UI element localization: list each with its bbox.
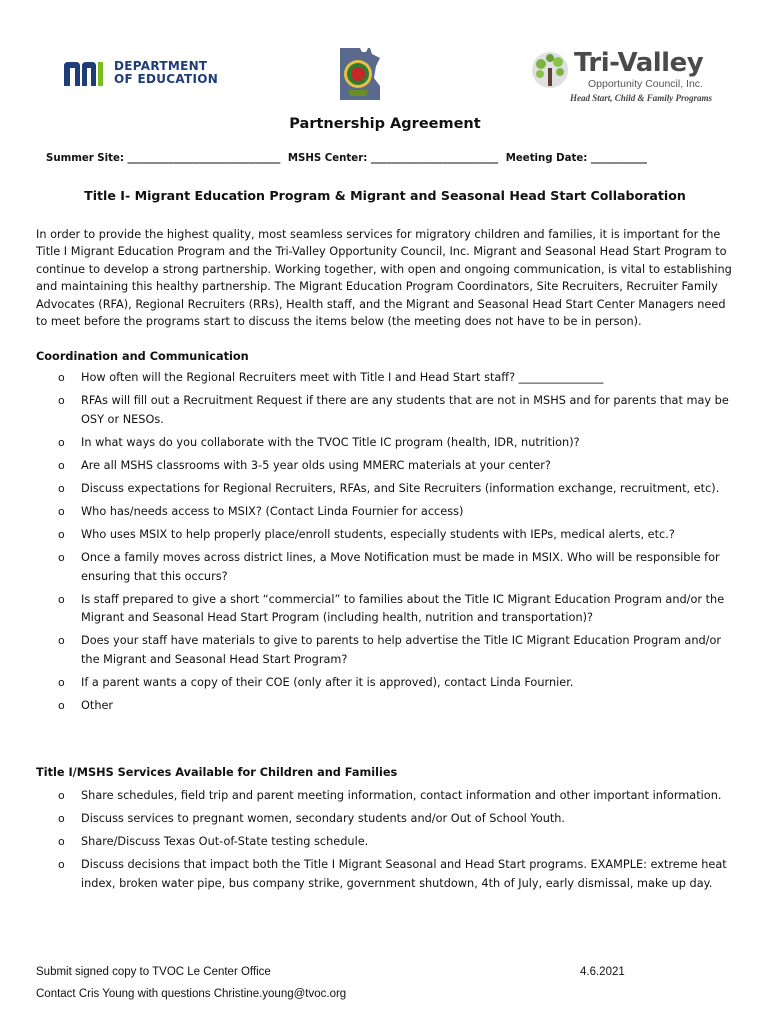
mde-logo-line1: DEPARTMENT xyxy=(114,59,208,73)
list-item-text: How often will the Regional Recruiters meet with Title I and Head Start staff? _______________ xyxy=(81,371,604,384)
list-item xyxy=(36,369,736,388)
footer-submit-note: Submit signed copy to TVOC Le Center Office xyxy=(36,966,271,978)
bullet-icon: o xyxy=(58,394,65,408)
list-item xyxy=(36,787,736,806)
list-item-text: Discuss expectations for Regional Recruiters, RFAs, and Site Recruiters (information exchange, recruitment, etc). xyxy=(81,481,720,495)
bullet-icon: o xyxy=(58,435,65,449)
section-heading-coordination: Coordination and Communication xyxy=(36,350,249,363)
list-item-text: In what ways do you collaborate with the TVOC Title IC program (health, IDR, nutrition)? xyxy=(81,435,580,449)
bullet-icon: o xyxy=(58,458,65,472)
list-item xyxy=(36,856,736,893)
minnesota-seal-icon xyxy=(336,46,382,102)
list-item xyxy=(36,457,736,476)
section-heading-services: Title I/MSHS Services Available for Children and Families xyxy=(36,766,398,779)
header-fields xyxy=(46,153,651,164)
bullet-icon: o xyxy=(58,699,65,713)
bullet-icon: o xyxy=(58,551,65,565)
tri-valley-subname: Opportunity Council, Inc. xyxy=(588,78,703,90)
bullet-icon: o xyxy=(58,371,65,384)
bullet-icon: o xyxy=(58,481,65,495)
mshs-center-field: MSHS Center: _________________________ xyxy=(287,153,499,164)
list-item xyxy=(36,632,736,669)
bullet-icon: o xyxy=(58,812,65,826)
bullet-icon: o xyxy=(58,835,65,849)
footer-date: 4.6.2021 xyxy=(580,966,625,978)
list-item xyxy=(36,503,736,522)
summer-site-field: Summer Site: ______________________________ xyxy=(46,153,281,164)
list-item xyxy=(36,591,736,628)
list-item-text: Once a family moves across district lines, a Move Notification must be made in MSIX. Who will be responsible for ensuring that this occurs? xyxy=(81,551,720,583)
list-item xyxy=(36,674,736,693)
footer-contact-note: Contact Cris Young with questions Christine.young@tvoc.org xyxy=(36,988,347,1000)
list-item-text: RFAs will fill out a Recruitment Request if there are any students that are not in MSHS and for parents that may be OSY or NESOs. xyxy=(81,394,729,426)
mde-logo xyxy=(62,58,218,88)
tri-valley-tagline: Head Start, Child & Family Programs xyxy=(570,93,713,103)
list-item xyxy=(36,549,736,586)
coordination-list xyxy=(36,369,736,720)
list-item-text: Share schedules, field trip and parent meeting information, contact information and other important information. xyxy=(81,789,722,802)
list-item-text: Discuss decisions that impact both the Title I Migrant Seasonal and Head Start programs. EXAMPLE: extreme heat index, broken water pipe, bus company strike, government shutdown, 4th of July, early dismissal, make up day. xyxy=(81,858,727,890)
meeting-date-field: Meeting Date: ___________ xyxy=(505,153,647,164)
bullet-icon: o xyxy=(58,675,65,689)
tree-icon xyxy=(530,50,572,90)
list-item-text: Is staff prepared to give a short “commercial” to families about the Title IC Migrant Education Program and/or the Migrant and Seasonal Head Start Program (including health, nutrition and transportation)? xyxy=(81,592,725,625)
document-title: Partnership Agreement xyxy=(289,116,481,132)
list-item xyxy=(36,434,736,453)
list-item-text: Does your staff have materials to give to parents to help advertise the Title IC Migrant Education Program and/or the Migrant and Seasonal Head Start Program? xyxy=(81,634,722,666)
list-item-text: Who uses MSIX to help properly place/enroll students, especially students with IEPs, medical alerts, etc.? xyxy=(81,528,675,542)
list-item-text: Are all MSHS classrooms with 3-5 year olds using MMERC materials at your center? xyxy=(81,458,551,472)
bullet-icon: o xyxy=(58,858,65,872)
bullet-icon: o xyxy=(58,528,65,542)
intro-paragraph: In order to provide the highest quality, most seamless services for migratory children and families, it is important for the Title I Migrant Education Program and the Tri-Valley Opportunity Council, Inc. Migrant and Seasonal Head Start Program to continue to develop a strong partnership. Working together, with open and ongoing communication, is vital to establishing and maintaining this healthy partnership. The Migrant Education Program Coordinators, Site Recruiters, Recruiter Family Advocates (RFA), Regional Recruiters (RRs), Health staff, and the Migrant and Seasonal Head Start Center Managers need to meet before the programs start to discuss the items below (the meeting does not have to be in person). xyxy=(36,228,732,329)
list-item-text: Other xyxy=(81,699,114,713)
list-item xyxy=(36,833,736,852)
list-item-text: Who has/needs access to MSIX? (Contact Linda Fournier for access) xyxy=(81,504,464,518)
mn-logo-icon xyxy=(62,58,110,88)
tri-valley-logo xyxy=(530,48,720,108)
list-item xyxy=(36,810,736,829)
list-item-text: Discuss services to pregnant women, secondary students and/or Out of School Youth. xyxy=(81,812,566,826)
list-item xyxy=(36,392,736,429)
list-item xyxy=(36,480,736,499)
list-item-text: Share/Discuss Texas Out-of-State testing schedule. xyxy=(81,835,369,849)
bullet-icon: o xyxy=(58,789,65,802)
tri-valley-name: Tri-Valley xyxy=(574,48,704,78)
list-item xyxy=(36,697,736,716)
list-item-text: If a parent wants a copy of their COE (only after it is approved), contact Linda Fournier. xyxy=(81,675,574,689)
bullet-icon: o xyxy=(58,634,65,648)
bullet-icon: o xyxy=(58,504,65,518)
document-subtitle: Title I- Migrant Education Program & Migrant and Seasonal Head Start Collaboration xyxy=(84,188,686,203)
mde-logo-line2: OF EDUCATION xyxy=(114,72,219,86)
list-item xyxy=(36,526,736,545)
mde-logo-text xyxy=(114,60,218,86)
services-list xyxy=(36,787,736,898)
bullet-icon: o xyxy=(58,592,65,606)
